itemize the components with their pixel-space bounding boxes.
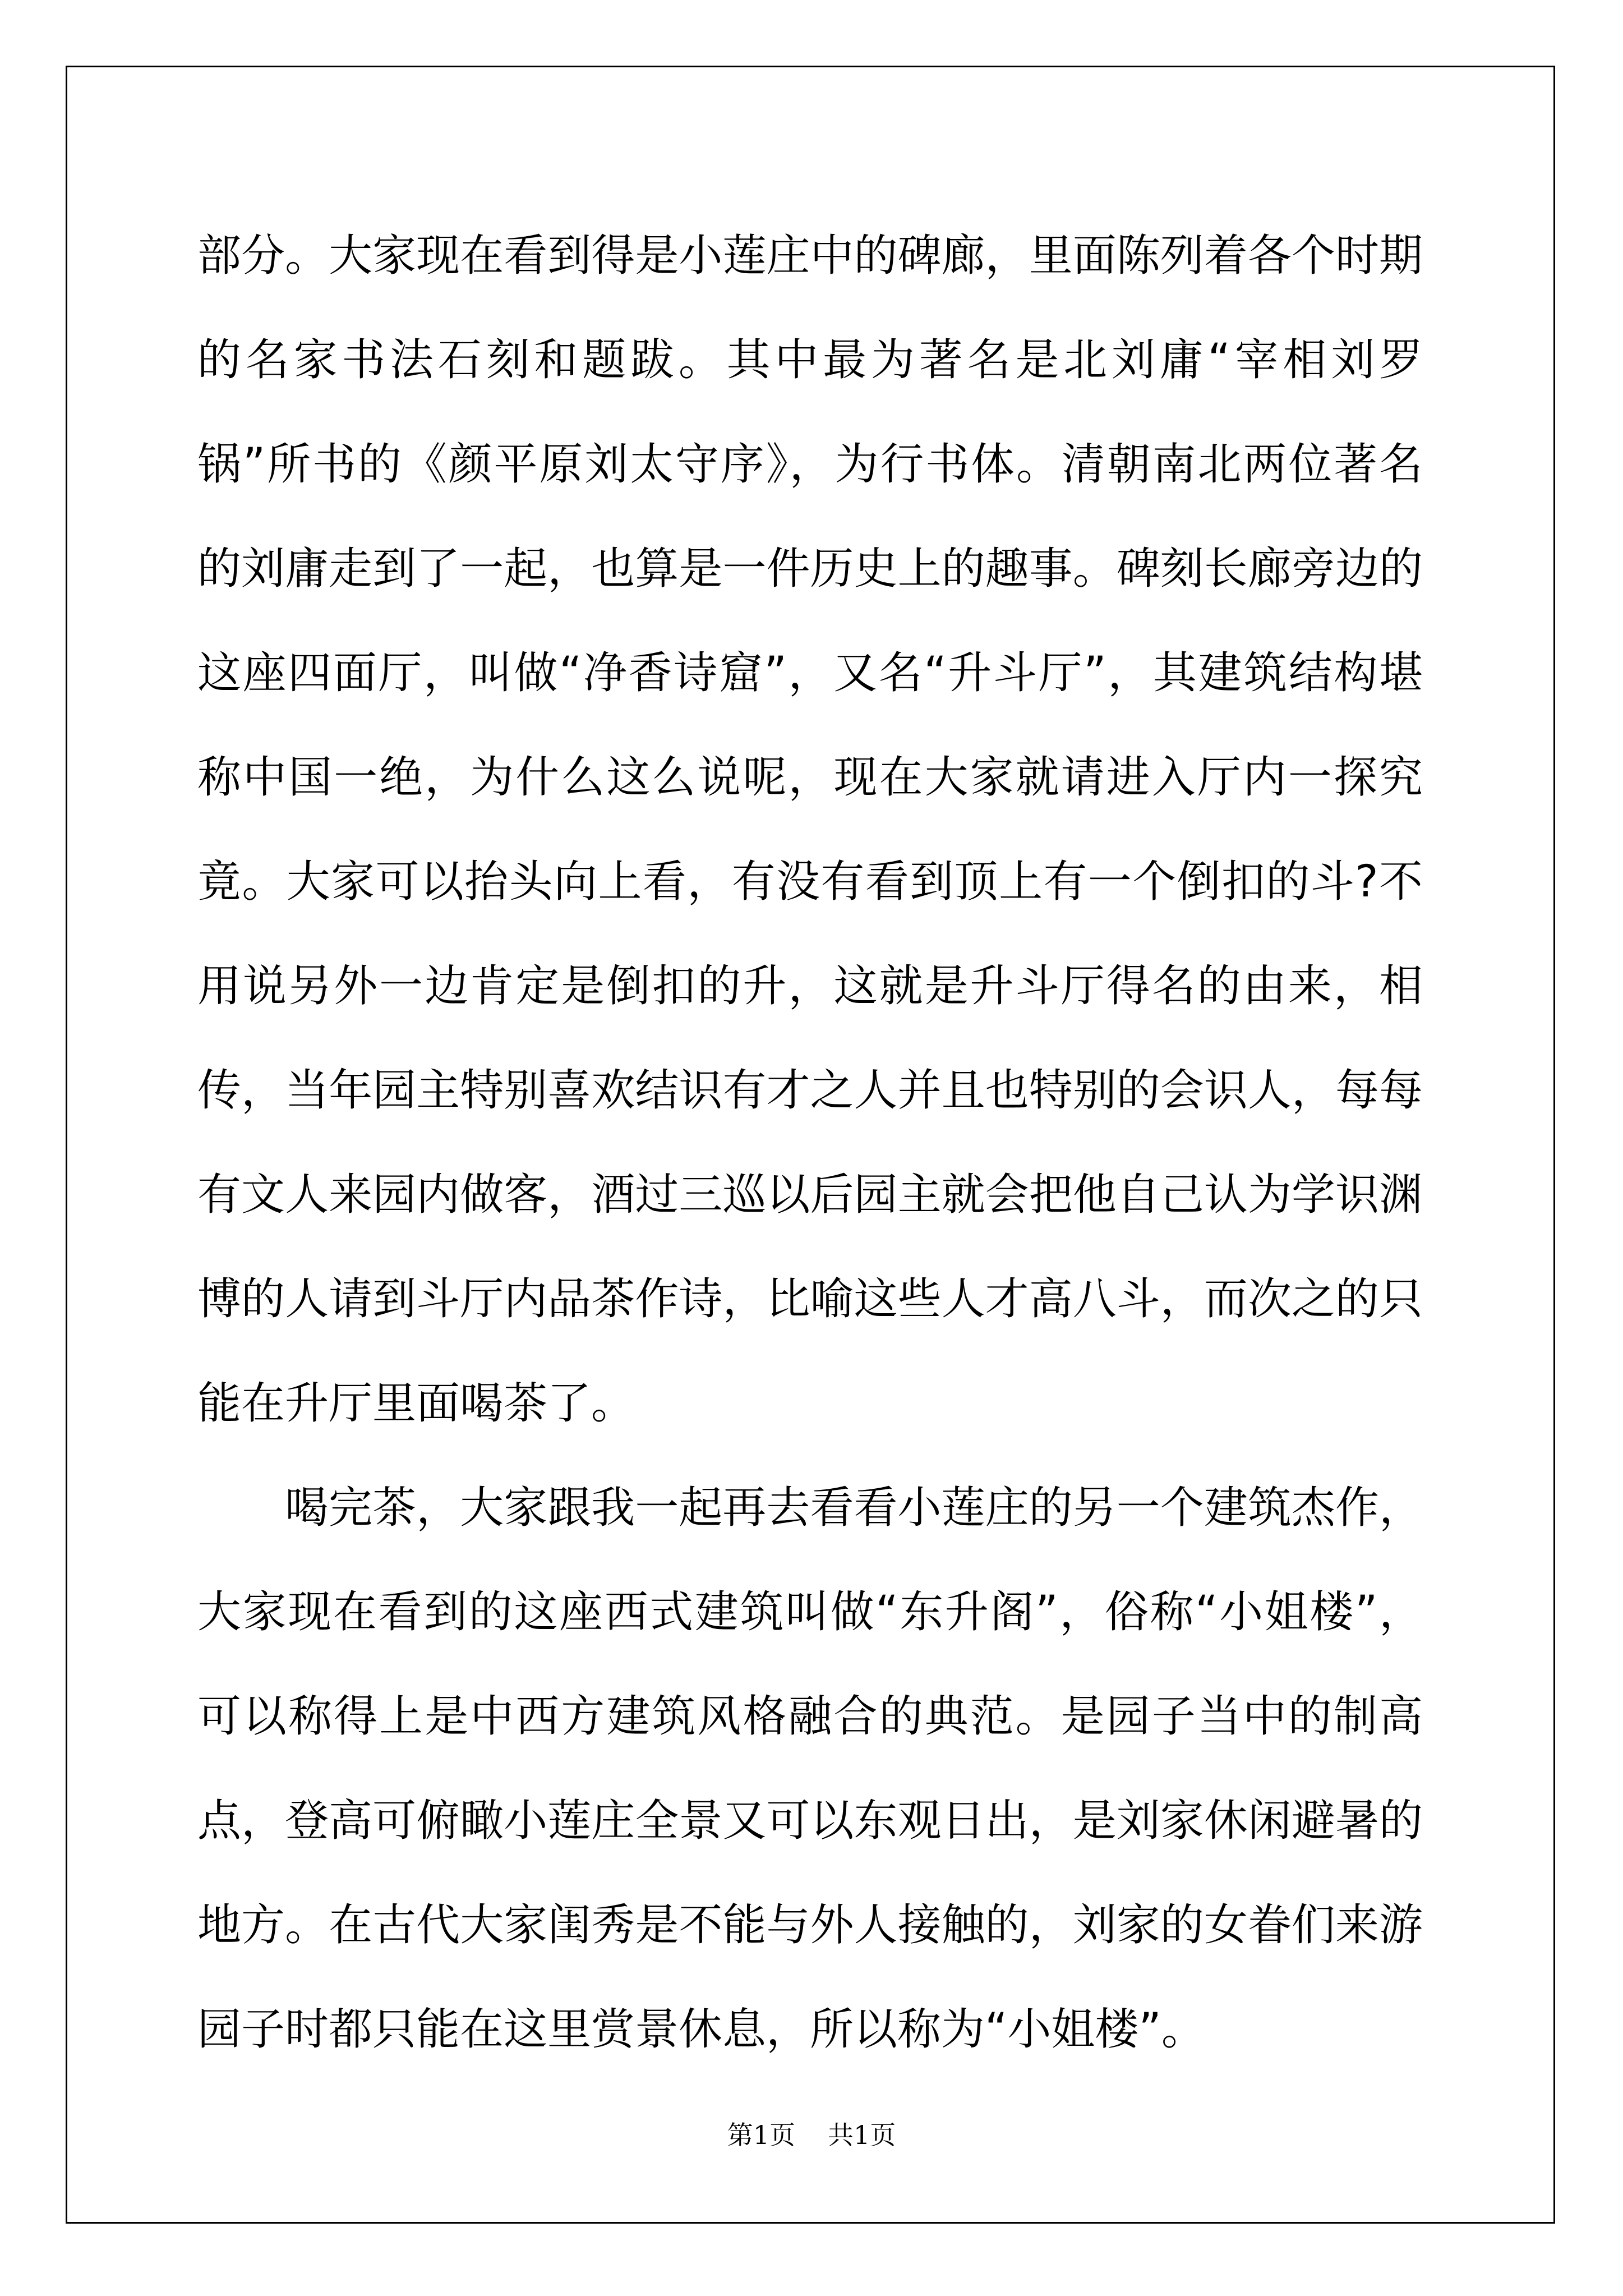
paragraph-continued: 部分。大家现在看到得是小莲庄中的碑廊，里面陈列着各个时期的名家书法石刻和题跋。其中最为著名是北刘庸“宰相刘罗锅”所书的《颜平原刘太守序》，为行书体。清朝南北两位著名的刘庸走到了一起，也算是一件历史上的趣事。碑刻长廊旁边的这座四面厅，叫做“净香诗窟”，又名“升斗厅”，其建筑结构堪称中国一绝，为什么这么说呢，现在大家就请进入厅内一探究竟。大家可以抬头向上看，有没有看到顶上有一个倒扣的斗?不用说另外一边肯定是倒扣的升，这就是升斗厅得名的由来，相传，当年园主特别喜欢结识有才之人并且也特别的会识人，每每有文人来园内做客，酒过三巡以后园主就会把他自己认为学识渊博的人请到斗厅内品茶作诗，比喻这些人才高八斗，而次之的只能在升厅里面喝茶了。	[197, 231, 1423, 1429]
paragraph: 喝完茶，大家跟我一起再去看看小莲庄的另一个建筑杰作，大家现在看到的这座西式建筑叫做“东升阁”，俗称“小姐楼”，可以称得上是中西方建筑风格融合的典范。是园子当中的制高点，登高可俯瞰小莲庄全景又可以东观日出，是刘家休闲避暑的地方。在古代大家闺秀是不能与外人接触的，刘家的女眷们来游园子时都只能在这里赏景休息，所以称为“小姐楼”。	[197, 1483, 1423, 2055]
page-total: 共1页	[828, 2120, 896, 2150]
page-number: 第1页	[727, 2120, 795, 2150]
document-body	[197, 204, 1423, 2082]
page-footer	[0, 2115, 1623, 2152]
